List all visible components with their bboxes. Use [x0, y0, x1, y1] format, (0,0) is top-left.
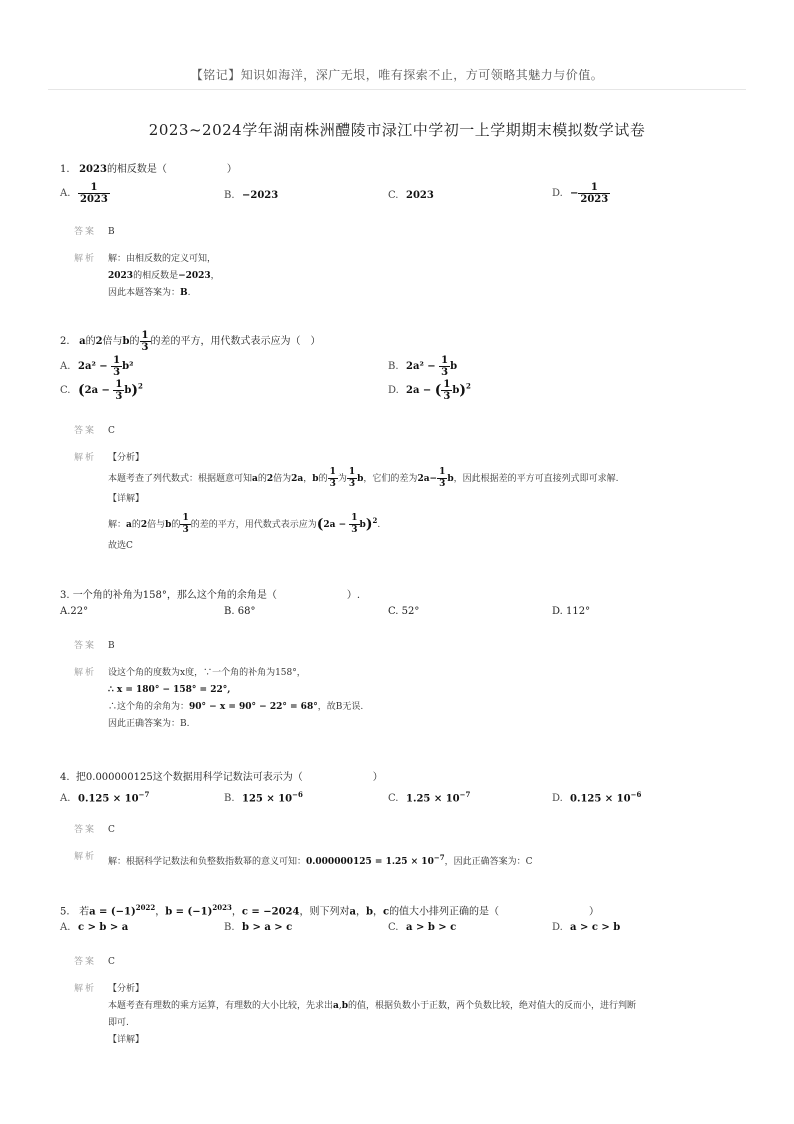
- option-label: C.: [388, 793, 399, 805]
- math: c = −2024: [241, 906, 300, 918]
- text: 若: [79, 906, 90, 918]
- denominator: 3: [115, 391, 123, 402]
- option-label: C.: [388, 190, 399, 201]
- answer-value: B: [108, 641, 115, 651]
- options-row-2: [60, 379, 750, 413]
- option-label: D.: [552, 793, 563, 805]
- header-divider: [48, 89, 746, 90]
- numerator: 1: [78, 182, 110, 194]
- text: 本题考查有理数的乘方运算，有理数的大小比较，先求出: [108, 1001, 334, 1012]
- exponent: 2: [466, 381, 471, 391]
- analysis-line: [108, 268, 750, 285]
- math: c: [382, 906, 390, 918]
- paren: (: [316, 516, 324, 533]
- text: .: [187, 288, 191, 298]
- math: b: [452, 385, 460, 396]
- answer-row: [60, 954, 750, 971]
- denominator: 3: [113, 367, 121, 378]
- math: a = (−1): [89, 906, 136, 918]
- text: 的: [257, 474, 267, 484]
- section-heading: 【分析】: [108, 984, 145, 995]
- answer-row: [60, 224, 750, 241]
- math: a: [252, 474, 258, 484]
- fraction: [78, 182, 110, 205]
- analysis-label: 解析: [74, 453, 97, 463]
- option-value: 52°: [401, 606, 420, 617]
- fraction: [349, 513, 359, 536]
- text: 的: [171, 520, 181, 530]
- math: b: [122, 336, 130, 347]
- exponent: 2022: [135, 903, 156, 912]
- option-value: a > c > b: [570, 922, 621, 934]
- question-number: 4.: [60, 772, 70, 783]
- fraction: [180, 513, 190, 536]
- math: b²: [122, 361, 134, 372]
- option-c[interactable]: [388, 790, 470, 804]
- math: b: [365, 906, 373, 918]
- question-5: [60, 900, 750, 1049]
- text: 的差的平方，用代数式表示应为: [190, 520, 317, 530]
- analysis-body: [108, 981, 750, 1049]
- numerator: 1: [182, 513, 189, 523]
- option-label: D.: [552, 188, 563, 199]
- fraction: [441, 379, 452, 402]
- math: b: [359, 520, 366, 530]
- denominator: 3: [441, 367, 449, 378]
- math: b: [447, 474, 454, 484]
- motto: 【铭记】知识如海洋，深广无垠，唯有探索不止，方可领略其魅力与价值。: [190, 68, 604, 82]
- text: ，: [210, 271, 220, 281]
- text: ，则下列对: [299, 906, 350, 918]
- option-value: 2023: [406, 190, 434, 201]
- options: [60, 182, 750, 212]
- option-label: C.: [60, 385, 71, 396]
- exponent: 2: [372, 516, 378, 525]
- fraction: [578, 182, 610, 205]
- math: b: [357, 474, 364, 484]
- question-number: 2.: [60, 336, 70, 347]
- math: a: [349, 906, 356, 918]
- question-stem: [60, 330, 750, 353]
- text: 的: [318, 474, 328, 484]
- text: 的相反数是: [133, 271, 179, 281]
- denominator: 2023: [580, 194, 609, 205]
- text: ，: [372, 906, 383, 918]
- sign: −: [570, 188, 579, 199]
- math: 0.125 × 10: [78, 793, 139, 805]
- option-d[interactable]: [552, 922, 620, 933]
- fraction: [437, 467, 447, 490]
- exponent: 2023: [212, 903, 232, 912]
- option-a[interactable]: [60, 922, 128, 933]
- option-value: a > b > c: [406, 922, 457, 934]
- option-b[interactable]: [224, 606, 255, 617]
- text: 的: [85, 336, 96, 347]
- stem-text: 一个角的补角为158°，那么这个角的余角是（ ）.: [72, 590, 360, 601]
- numerator: 1: [351, 513, 358, 523]
- page-title: 2023~2024学年湖南株洲醴陵市渌江中学初一上学期期末模拟数学试卷: [148, 121, 646, 139]
- math: 2023: [79, 164, 107, 175]
- text: ，因此根据差的平方可直接列式即可求解.: [453, 474, 619, 484]
- option-d[interactable]: [552, 790, 641, 804]
- option-label: D.: [552, 922, 563, 934]
- option-a[interactable]: [60, 790, 149, 804]
- answer-label: 答案: [74, 641, 97, 651]
- analysis-line: ∴ x = 180° − 158° = 22°,: [108, 685, 231, 695]
- numerator: 1: [348, 467, 356, 477]
- option-label: A.: [60, 922, 71, 934]
- analysis-label: 解析: [74, 668, 97, 678]
- option-value: −2023: [242, 190, 279, 201]
- option-d[interactable]: [388, 379, 471, 402]
- math: 2a−: [417, 474, 438, 484]
- option-label: B.: [224, 793, 235, 805]
- analysis-line: [108, 849, 750, 871]
- math: 2: [95, 336, 103, 347]
- option-label: B.: [224, 606, 235, 617]
- math: b: [165, 520, 172, 530]
- option-label: B.: [388, 361, 399, 372]
- option-label: D.: [552, 606, 563, 617]
- option-a[interactable]: [60, 355, 134, 378]
- paren: ): [131, 382, 138, 399]
- text: 倍与: [147, 520, 166, 530]
- option-d[interactable]: [552, 606, 590, 617]
- exponent: −6: [630, 790, 642, 799]
- options-row-1: [60, 355, 750, 377]
- option-value: 22°: [70, 606, 89, 617]
- math: a: [79, 336, 86, 347]
- math: 2a −: [84, 385, 114, 396]
- option-b[interactable]: [388, 355, 457, 378]
- fraction: [439, 355, 450, 378]
- text: ，: [303, 474, 313, 484]
- option-value: 112°: [566, 606, 591, 617]
- section-heading: 【详解】: [108, 494, 145, 504]
- denominator: 3: [141, 342, 149, 353]
- exponent: −7: [138, 790, 150, 799]
- analysis-line: [108, 467, 750, 491]
- denominator: 2023: [80, 194, 108, 205]
- answer-row: [60, 423, 750, 440]
- option-value: c > b > a: [78, 922, 129, 934]
- fraction: [347, 467, 357, 490]
- denominator: 3: [348, 479, 356, 489]
- paren: (: [434, 382, 442, 399]
- text: 的: [129, 336, 140, 347]
- math: a: [126, 520, 132, 530]
- math: 1.25 × 10: [406, 793, 460, 805]
- option-c[interactable]: [388, 606, 419, 617]
- math: −2023: [178, 271, 211, 281]
- answer-value: C: [108, 426, 115, 436]
- stem-text: 把0.000000125这个数据用科学记数法可表示为（ ）: [75, 772, 383, 783]
- denominator: 3: [351, 525, 358, 535]
- text: ，故B无误.: [317, 702, 364, 712]
- question-stem: [60, 770, 750, 786]
- option-c[interactable]: [388, 190, 434, 201]
- option-label: D.: [388, 385, 399, 396]
- numerator: 1: [141, 330, 149, 341]
- text: .: [377, 520, 381, 530]
- analysis-label: 解析: [74, 852, 97, 862]
- fraction: [111, 355, 122, 378]
- option-c[interactable]: [60, 379, 143, 402]
- numerator: 1: [443, 379, 451, 390]
- denominator: 3: [443, 391, 451, 402]
- analysis-line: [108, 998, 750, 1015]
- option-a[interactable]: [60, 606, 88, 617]
- text: 解：: [108, 520, 127, 530]
- question-stem: [60, 162, 750, 178]
- analysis-line: [108, 285, 750, 302]
- text: ，因此正确答案为：C: [444, 857, 533, 867]
- fraction: [328, 467, 338, 490]
- text: 的值大小排列正确的是（ ）: [389, 906, 600, 918]
- numerator: 1: [578, 182, 610, 194]
- option-label: A.: [60, 793, 71, 805]
- analysis-body: [108, 450, 750, 555]
- option-b[interactable]: [224, 790, 303, 804]
- analysis-line: 设这个角的度数为x度，∵一个角的补角为158°，: [108, 668, 306, 678]
- answer-label: 答案: [74, 227, 97, 237]
- question-stem: [60, 588, 750, 604]
- math: 2a: [291, 474, 304, 484]
- option-label: A.: [60, 606, 71, 617]
- option-label: C.: [388, 922, 399, 934]
- analysis-body: [108, 665, 750, 733]
- question-number: 3.: [60, 590, 70, 601]
- text: ，: [231, 906, 242, 918]
- options: [60, 606, 750, 624]
- analysis-line: 因此正确答案为：B.: [108, 719, 190, 729]
- exponent: 2: [138, 381, 143, 391]
- paren: (: [78, 382, 85, 399]
- answer-value: B: [108, 227, 115, 237]
- analysis-row: [60, 981, 750, 1049]
- math: 2a −: [323, 520, 350, 530]
- option-a[interactable]: [60, 182, 110, 205]
- paren: ): [459, 382, 466, 399]
- text: ∴这个角的余角为：: [108, 702, 190, 712]
- answer-label: 答案: [74, 957, 97, 968]
- option-label: B.: [224, 922, 235, 934]
- option-label: A.: [60, 188, 71, 199]
- analysis-line: [108, 508, 750, 538]
- options: [60, 922, 750, 940]
- question-1: [60, 162, 750, 302]
- math: b: [124, 385, 132, 396]
- text: 本题考查了列代数式：根据题意可知: [108, 474, 253, 484]
- math: b: [312, 474, 319, 484]
- math: 2023: [108, 271, 134, 281]
- analysis-label: 解析: [74, 254, 97, 264]
- option-c[interactable]: [388, 922, 456, 933]
- fraction: [113, 379, 124, 402]
- exponent: −6: [292, 790, 303, 799]
- answer-label: 答案: [74, 426, 97, 436]
- question-number: 1.: [60, 164, 70, 175]
- math: b: [341, 1001, 349, 1012]
- analysis-label: 解析: [74, 984, 97, 995]
- option-d[interactable]: [552, 182, 610, 205]
- answer-label: 答案: [74, 825, 97, 835]
- question-stem: [60, 900, 750, 920]
- math: 2: [266, 474, 274, 484]
- math: 0.000000125 = 1.25 × 10: [306, 857, 434, 867]
- question-3: [60, 588, 750, 733]
- options: [60, 790, 750, 808]
- math: 2: [140, 520, 148, 530]
- question-2: [60, 330, 750, 555]
- option-value: b > a > c: [242, 922, 293, 934]
- numerator: 1: [441, 355, 449, 366]
- numerator: 1: [329, 467, 336, 477]
- question-number: 5.: [60, 906, 70, 918]
- numerator: 1: [439, 467, 446, 477]
- math: 2a −: [406, 385, 435, 396]
- math: B: [180, 288, 188, 298]
- numerator: 1: [113, 355, 121, 366]
- option-value: 68°: [237, 606, 256, 617]
- stem-text: 的相反数是（ ）: [106, 164, 237, 175]
- math: 90° − x = 90° − 22° = 68°: [189, 702, 318, 712]
- math: b = (−1): [165, 906, 213, 918]
- fraction: [140, 330, 151, 353]
- denominator: 3: [182, 525, 189, 535]
- section-heading: 【分析】: [108, 453, 145, 463]
- text: 的差的平方，用代数式表示应为（ ）: [150, 336, 321, 347]
- math: 2a² −: [78, 361, 112, 372]
- math: 0.125 × 10: [570, 793, 631, 805]
- option-b[interactable]: [224, 922, 292, 933]
- text: 的值，根据负数小于正数，两个负数比较，绝对值大的反而小，进行判断: [348, 1001, 637, 1012]
- text: ，: [355, 906, 366, 918]
- math: 2a² −: [406, 361, 440, 372]
- denominator: 3: [329, 479, 336, 489]
- text: ,: [338, 1001, 342, 1012]
- option-label: C.: [388, 606, 399, 617]
- exponent: −7: [459, 790, 471, 799]
- section-heading: 【详解】: [108, 1035, 145, 1046]
- analysis-row: [60, 251, 750, 302]
- denominator: 3: [439, 479, 446, 489]
- analysis-line: 故选C: [108, 541, 133, 551]
- math: b: [450, 361, 458, 372]
- text: 倍为: [273, 474, 292, 484]
- analysis-body: [108, 251, 750, 302]
- analysis-row: [60, 849, 750, 871]
- analysis-row: [60, 665, 750, 733]
- math: a: [333, 1001, 339, 1012]
- option-b[interactable]: [224, 190, 278, 201]
- question-4: [60, 770, 750, 871]
- option-label: A.: [60, 361, 71, 372]
- analysis-line: 解：由相反数的定义可知，: [108, 254, 217, 264]
- analysis-line: 即可.: [108, 1018, 129, 1029]
- text: 为: [337, 474, 347, 484]
- text: 因此本题答案为：: [108, 288, 181, 298]
- option-label: B.: [224, 190, 235, 201]
- answer-row: [60, 638, 750, 655]
- text: ，: [155, 906, 166, 918]
- text: 的: [131, 520, 141, 530]
- answer-value: C: [108, 957, 115, 968]
- text: 解：根据科学记数法和负整数指数幂的意义可知：: [108, 857, 307, 867]
- analysis-line: [108, 699, 750, 716]
- text: 倍与: [102, 336, 123, 347]
- math: 125 × 10: [242, 793, 293, 805]
- numerator: 1: [115, 379, 123, 390]
- paren: ): [365, 516, 373, 533]
- text: ，它们的差为: [363, 474, 418, 484]
- answer-value: C: [108, 825, 115, 835]
- answer-row: [60, 822, 750, 839]
- exponent: −7: [433, 853, 445, 862]
- analysis-row: [60, 450, 750, 555]
